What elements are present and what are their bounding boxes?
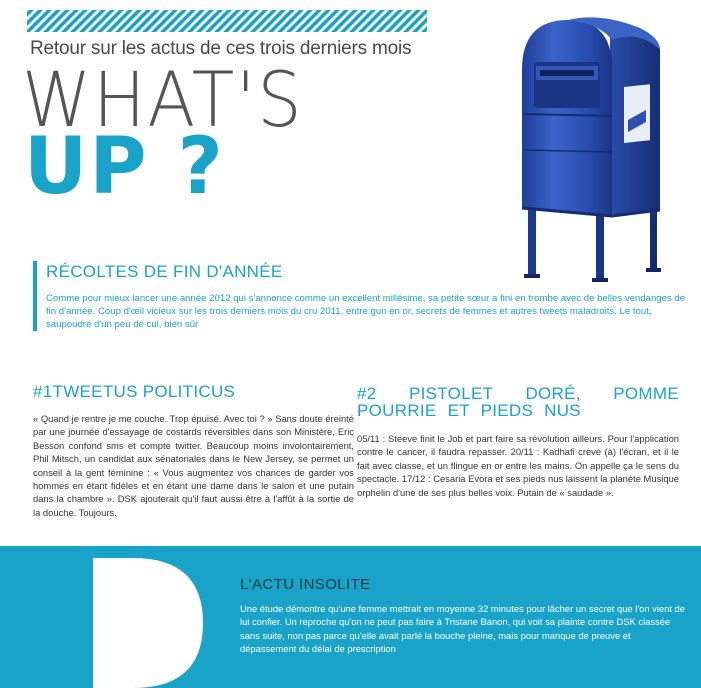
- article-2-text: 05/11 : Steeve finit le Job et part faire sa révolution ailleurs. Pour l'application contre le cancer, il faudra repasser. 20/11 : Kadhafi crève (à) l'écran, et il le fait avec classe, et un flingue en or entre les mains. On appelle ça le sens du spectacle. 17/12 : Cesaria Evora et ses pieds nus laissent la planète Musique orphelin d'une de ses plus belles voix. Putain de « saudade ».: [357, 433, 679, 498]
- headline-line-2: UP ?: [24, 122, 225, 212]
- article-2-title: #2 PISTOLET DORÉ, POMME POURRIE ET PIEDS NUS: [357, 384, 679, 420]
- diagonal-stripes-decoration: [27, 10, 427, 32]
- intro-text: Comme pour mieux lancer une année 2012 qui s'annonce comme un excellent millésime, sa petite sœur a fini en trombe avec de belles vendanges de fin d'année. Coup d'œil vicieux sur les trois derniers mois du cru 2011, entre gun en or, secrets de femmes et autres tweets maladroits. Le tout, saupoudré d'un peu de cul, bien sûr: [46, 293, 686, 330]
- insolite-text: Une étude démontre qu'une femme mettrait en moyenne 32 minutes pour lâcher un secret que l'on vient de lui confier. Un reproche qu'on ne peut pas faire à Tristane Banon, qui voit sa plainte contre DSK classée sans suite, non pas parce qu'elle avait parlé la bouche pleine, mais pour manque de preuve et dépassement du délai de prescription: [240, 603, 685, 655]
- article-1-text: « Quand je rentre je me couche. Trop épuisé. Avec toi ? » Sans doute éreinté par une journée d'essayage de costards réversibles dans son Ministère, Eric Besson confond sms et compte twitter. Beaucoup moins involontairement, Phil Mitsch, un candidat aux sénatoriales dans le New Jersey, se permet un conseil à la gent féminine : « Vous augmentez vos chances de garder vos hommes en étant fidèles et en étant une dame dans le salon et une putain dans la chambre ». DSK ajouterait qu'il faut aussi être à l'affût à la sortie de la douche. Toujours.: [33, 413, 354, 518]
- intro-title: RÉCOLTES DE FIN D'ANNÉE: [46, 262, 283, 281]
- article-1-title: #1TWEETUS POLITICUS: [33, 382, 236, 401]
- page-subtitle: Retour sur les actus de ces trois derniers mois: [30, 38, 412, 59]
- d-letter-shape: [93, 558, 203, 688]
- us-mailbox-illustration: [500, 10, 680, 285]
- insolite-title: L'ACTU INSOLITE: [240, 576, 371, 593]
- headline-line-1: WHAT'S: [22, 55, 304, 144]
- section-accent-bar: [33, 261, 37, 331]
